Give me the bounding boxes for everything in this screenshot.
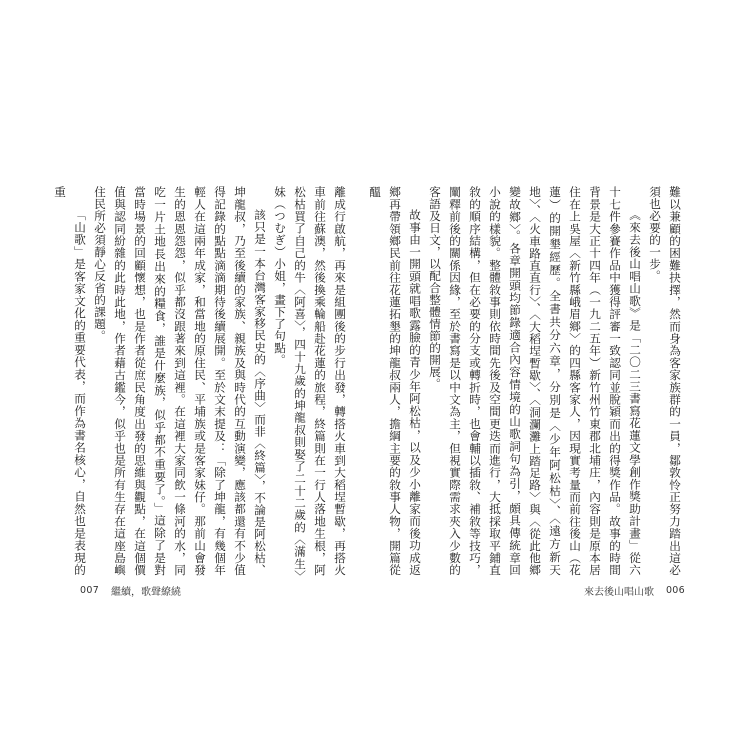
left-page (53, 186, 350, 606)
running-head: 繼續，歌聲繚繞 (111, 587, 182, 598)
page-number: 007 (80, 585, 100, 596)
left-folio (80, 583, 181, 598)
left-page-text (53, 186, 350, 588)
page-number: 006 (665, 585, 685, 596)
paragraph: 該只是一本台灣客家移民史的〈序曲〉而非〈終篇〉，不論是阿松枯、坤龍叔，乃至後續的家族、親族及與時代的互動演變，應該都還有不少值得記錄的點點滴滴期待後續展開。至於文末提及：「除了坤龍，有幾個年輕人在這兩年成家，和當地的原住民、平埔族或是客家妹仔。那前山會發生的恩恩怨怨，似乎都沒跟著來到這裡。在這裡大家同飲一條河的水，同吃一片土地長出來的糧食，誰是什麼族，似乎都不重要了。」這除了是對當時場景的回顧懷想，也是作者從庶民角度出發的思維與觀點，在這個價值與認同紛雜的此時此地，作者藉古鑑今，似乎也是所有生存在這座島嶼住民所必須靜心反省的課題。 (93, 186, 267, 576)
paragraph: 《來去後山唱山歌》是「二〇二三書寫花蓮文學創作獎助計畫」從六十七件參賽作品中獲得評審一致認同並脫穎而出的得獎作品。故事的時間背景是大正十四年（一九二五年）新竹州竹東郡北埔庄，內容則是原本居住在上吳屋〈新竹縣峨眉鄉〉的四縣客家人，因現實考量而前往後山（花蓮）的開墾經歷。全書共分六章，分別是〈少年阿松枯〉、〈遠方新天地〉、〈火車路直直行〉、〈大稻埕暫歇〉、〈洞瀾灘上踏足路〉與〈從此他鄉變故鄉〉。各章開頭均節錄適合內容情境的山歌詞句為引，頗具傳統章回小說的樣貌。整體敘事則依時間先後及空間更迭而進行，大抵採取平鋪直敘的順序結構，但在必要的分支或轉折時，也會輔以插敘、補敘等技巧，闡釋前後的關係因緣，至於書寫是以中文為主，但視實際需求夾入少數的客語及日文，以配合整體情節的開展。 (428, 186, 642, 576)
right-page (368, 186, 685, 606)
running-head: 來去後山唱山歌 (583, 587, 654, 598)
paragraph: 難以兼顧的困難抉擇，然而身為客家族群的一員，鄒敦怜正努力踏出這必須也必要的一步。 (648, 186, 682, 576)
right-page-text (368, 186, 685, 576)
paragraph: 故事由一開頭就唱歌露臉的青少年阿松枯，以及少小離家而後功成返鄉再帶領鄉民前往花蓮拓墾的坤龍叔兩人，擔綱主要的敘事人物，開篇從醞 (368, 186, 422, 576)
paragraph: 「山歌」是客家文化的重要代表，而作為書名核心，自然也是表現的重 (53, 186, 87, 576)
right-folio (584, 583, 685, 598)
paragraph: 離成行啟航，再來是組團後的步行出發，轉搭火車到大稻埕暫歇，再搭火車前往蘇澳，然後換乘輪船赴花蓮的旅程，終篇則在一行人落地生根，阿松枯買了自己的牛〈阿喜〉，四十九歲的坤龍叔則娶了二十二歲的〈滿生〉 妹（つむぎ）小姐，畫下了句點。 (273, 186, 347, 588)
